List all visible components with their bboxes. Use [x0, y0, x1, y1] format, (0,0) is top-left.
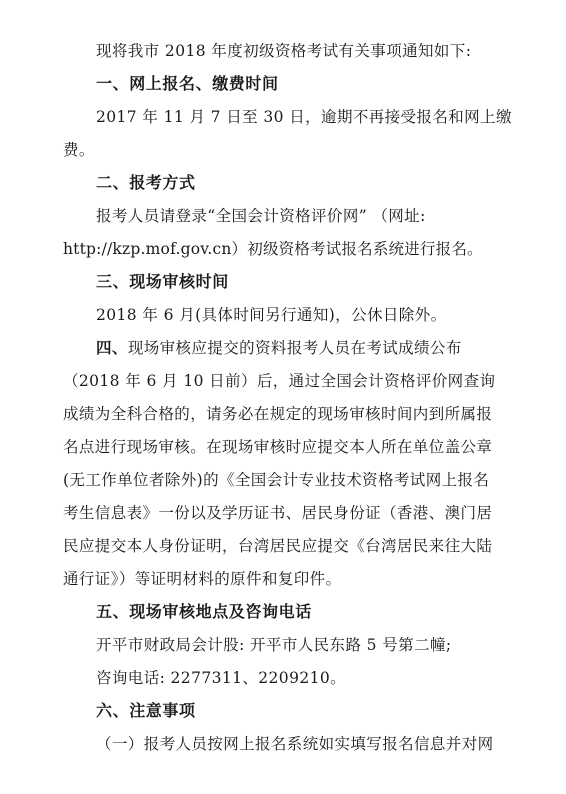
section-4-line-7: 民应提交本人身份证明，台湾居民应提交《台湾居民来往大陆 [63, 537, 493, 555]
section-4-line-1-text: 现场审核应提交的资料报考人员在考试成绩公布 [127, 339, 462, 357]
section-4-line-1 [0, 337, 566, 359]
section-4-line-8: 通行证》）等证明材料的原件和复印件。 [63, 570, 342, 588]
section-4-line-6: 考生信息表》一份以及学历证书、居民身份证（香港、澳门居 [63, 504, 493, 522]
section-4-line-2: （2018 年 6 月 10 日前）后，通过全国会计资格评价网查询 [63, 372, 496, 390]
section-1-line-2: 费。 [63, 141, 95, 159]
section-3-heading: 三、现场审核时间 [96, 272, 229, 291]
section-5-heading: 五、现场审核地点及咨询电话 [96, 602, 312, 621]
section-4-heading: 四、 [96, 339, 128, 357]
section-2-heading: 二、报考方式 [96, 173, 196, 192]
section-2-line-1: 报考人员请登录“全国会计资格评价网” （网址: [96, 207, 426, 225]
section-6-heading: 六、注意事项 [96, 701, 196, 720]
section-2-line-2: http://kzp.mof.gov.cn）初级资格考试报名系统进行报名。 [63, 240, 483, 258]
section-1-line-1: 2017 年 11 月 7 日至 30 日，逾期不再接受报名和网上缴 [96, 108, 512, 126]
section-3-line-1: 2018 年 6 月(具体时间另行通知)，公休日除外。 [96, 306, 447, 324]
section-5-line-1: 开平市财政局会计股: 开平市人民东路 5 号第二幢; [96, 636, 452, 654]
section-4-line-5: (无工作单位者除外)的《全国会计专业技术资格考试网上报名 [63, 471, 490, 489]
section-6-line-1: （一）报考人员按网上报名系统如实填写报名信息并对网 [96, 735, 494, 753]
intro-paragraph: 现将我市 2018 年度初级资格考试有关事项通知如下: [96, 42, 472, 60]
section-5-line-2: 咨询电话: 2277311、2209210。 [96, 669, 347, 687]
section-4-line-3: 成绩为全科合格的，请务必在规定的现场审核时间内到所属报 [63, 405, 493, 423]
section-1-heading: 一、网上报名、缴费时间 [96, 74, 279, 93]
section-4-line-4: 名点进行现场审核。在现场审核时应提交本人所在单位盖公章 [63, 438, 493, 456]
